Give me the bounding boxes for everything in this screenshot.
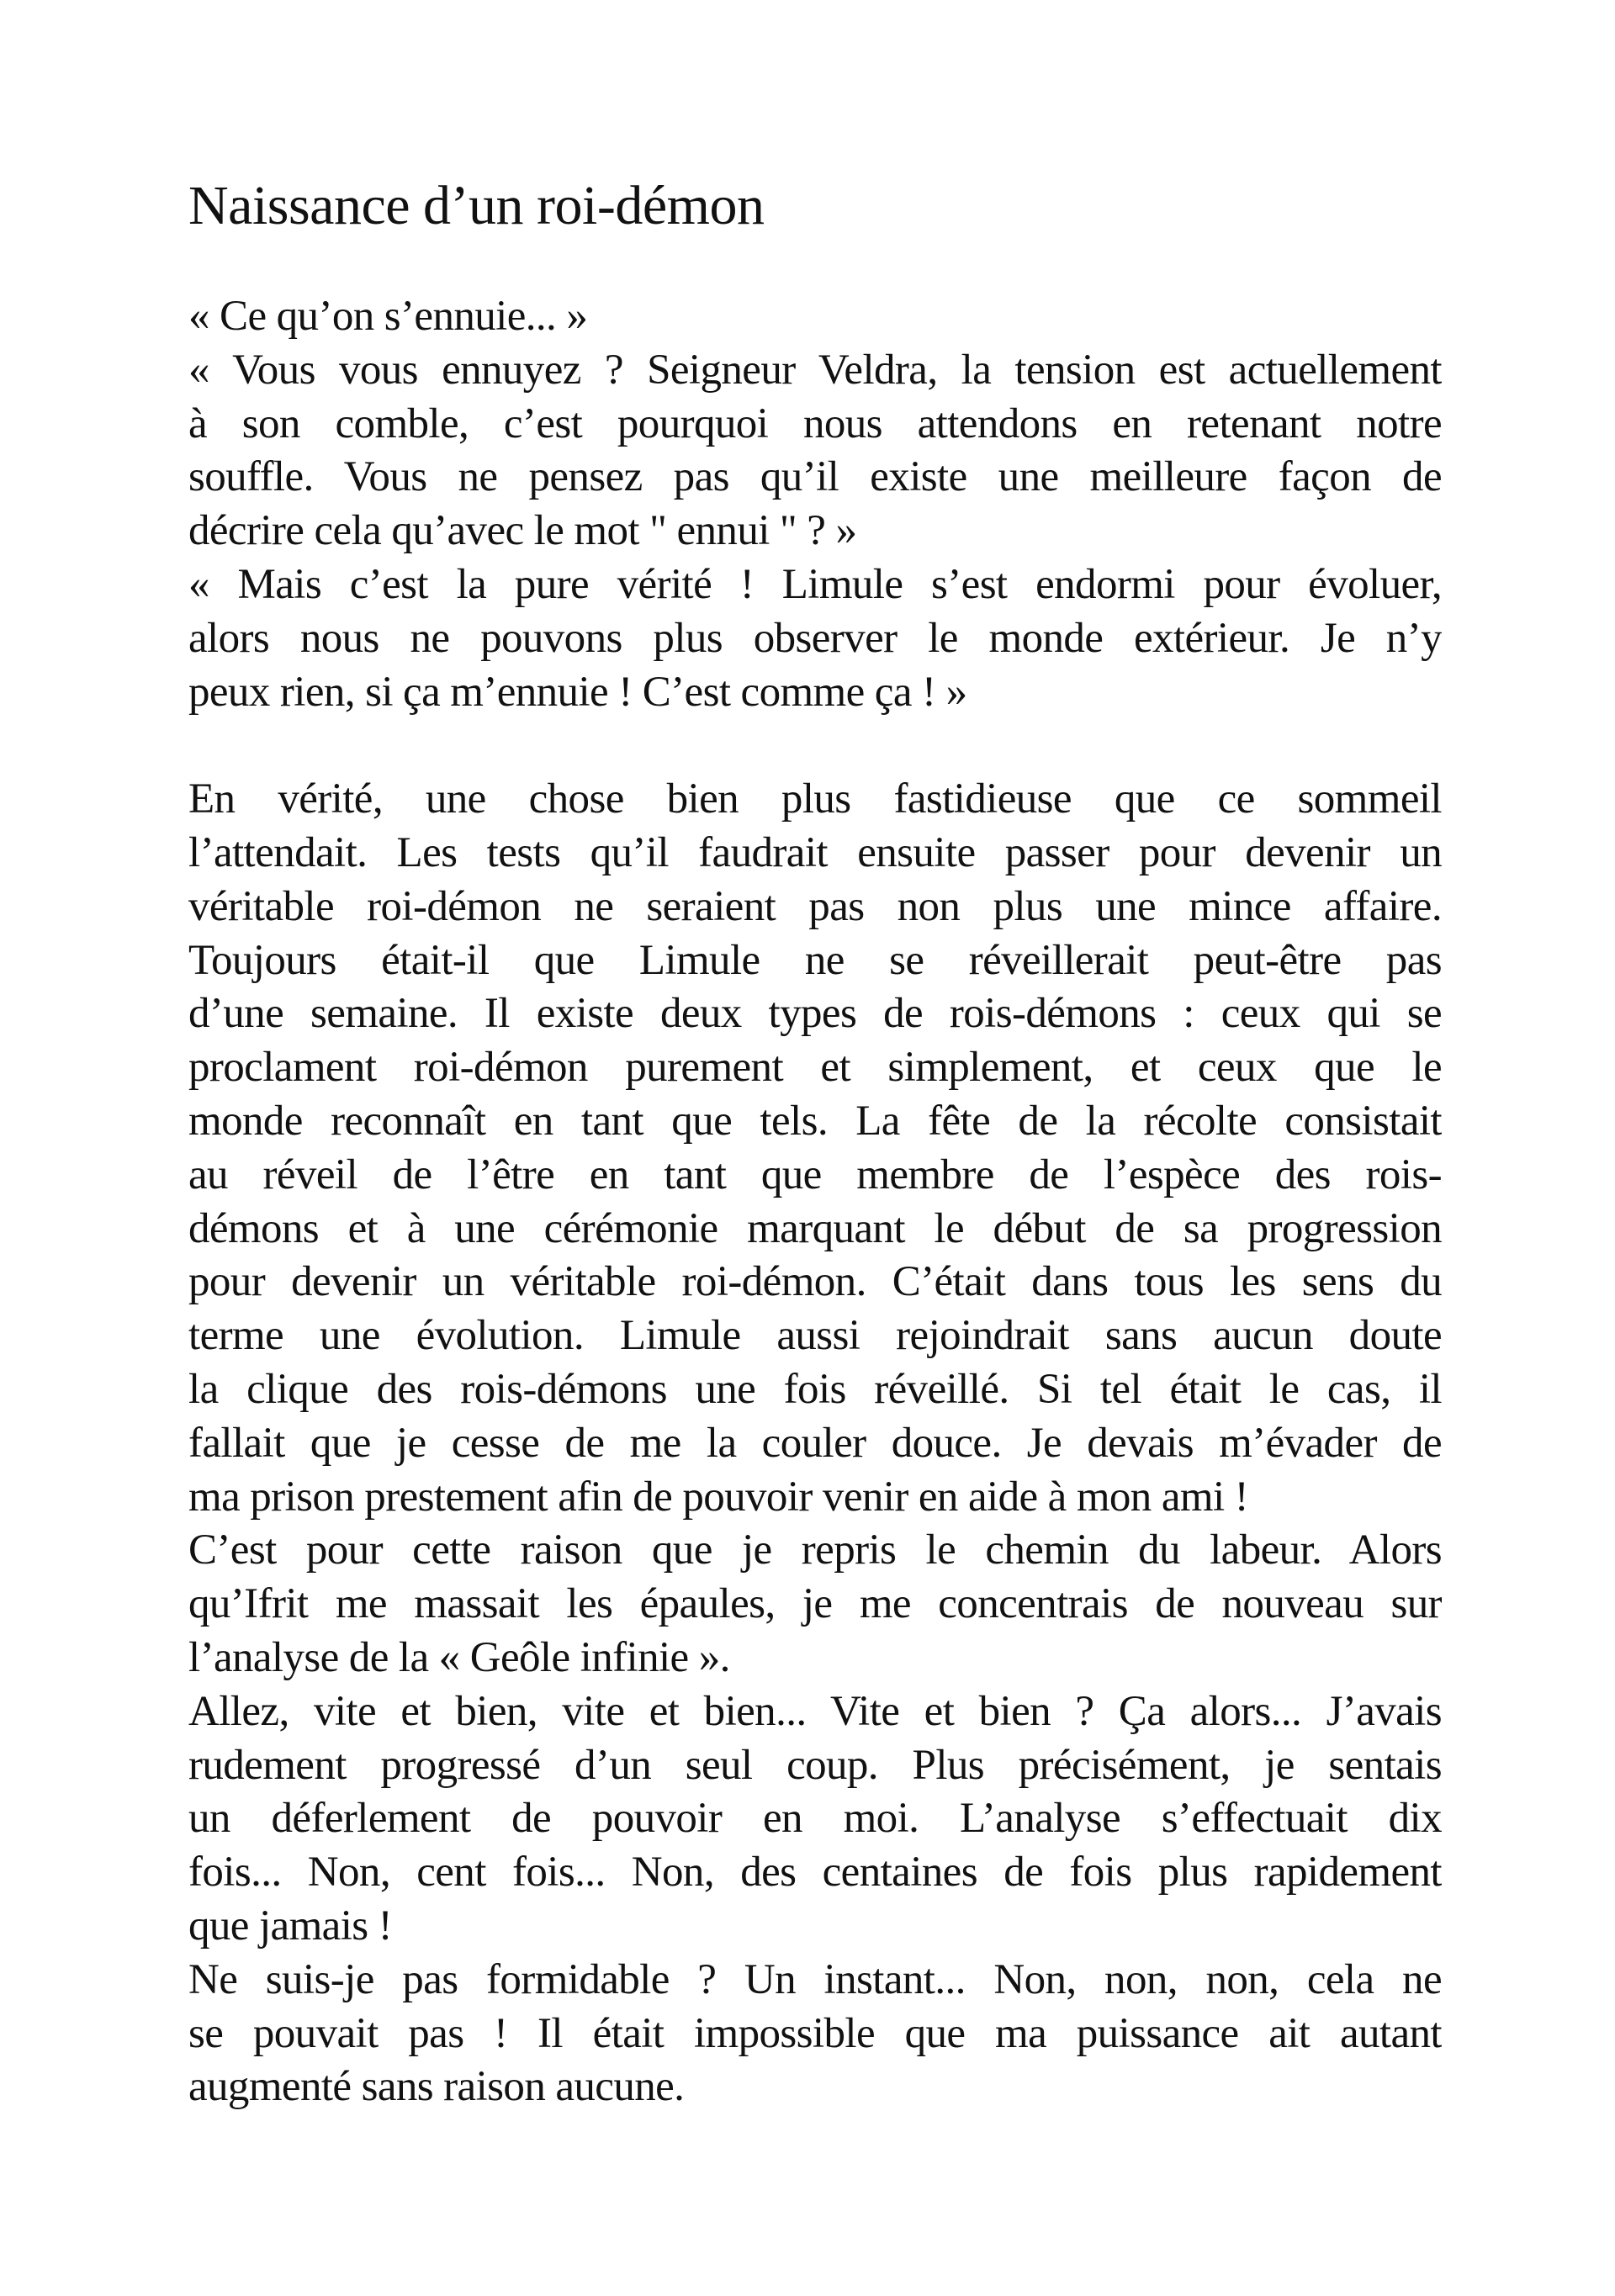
- text-line: alors nous ne pouvons plus observer le monde extérieur. Je n’y: [188, 614, 1442, 662]
- text-line: démons et à une cérémonie marquant le début de sa progression: [188, 1204, 1442, 1252]
- text-line: souffle. Vous ne pensez pas qu’il existe une meilleure façon de: [188, 453, 1442, 501]
- text-line: un déferlement de pouvoir en moi. L’analyse s’effectuait dix: [188, 1795, 1442, 1843]
- text-line: la clique des rois-démons une fois réveillé. Si tel était le cas, il: [188, 1365, 1442, 1413]
- text-line: rudement progressé d’un seul coup. Plus précisément, je sentais: [188, 1741, 1442, 1789]
- text-line: fois... Non, cent fois... Non, des centaines de fois plus rapidement: [188, 1849, 1442, 1897]
- text-line: à son comble, c’est pourquoi nous attendons en retenant notre: [188, 399, 1442, 447]
- text-line: décrire cela qu’avec le mot " ennui " ? »: [188, 507, 857, 555]
- text-line: terme une évolution. Limule aussi rejoindrait sans aucun doute: [188, 1312, 1442, 1360]
- text-line: l’attendait. Les tests qu’il faudrait ensuite passer pour devenir un: [188, 828, 1442, 876]
- text-line: monde reconnaît en tant que tels. La fête de la récolte consistait: [188, 1097, 1442, 1145]
- text-line: « Ce qu’on s’ennuie... »: [188, 293, 588, 340]
- text-line: C’est pour cette raison que je repris le chemin du labeur. Alors: [188, 1526, 1442, 1574]
- text-line: pour devenir un véritable roi-démon. C’était dans tous les sens du: [188, 1258, 1442, 1306]
- text-line: qu’Ifrit me massait les épaules, je me concentrais de nouveau sur: [188, 1580, 1442, 1628]
- text-line: augmenté sans raison aucune.: [188, 2063, 685, 2111]
- text-line: Ne suis-je pas formidable ? Un instant... Non, non, non, cela ne: [188, 1955, 1442, 2003]
- paragraph-break: [188, 719, 1442, 773]
- document-page: [188, 172, 1442, 2114]
- text-line: En vérité, une chose bien plus fastidieuse que ce sommeil: [188, 775, 1442, 823]
- text-line: proclament roi-démon purement et simplement, et ceux que le: [188, 1044, 1442, 1092]
- text-line: se pouvait pas ! Il était impossible que ma puissance ait autant: [188, 2009, 1442, 2057]
- text-line: Allez, vite et bien, vite et bien... Vite et bien ? Ça alors... J’avais: [188, 1687, 1442, 1735]
- text-line: que jamais !: [188, 1902, 393, 1949]
- text-line: fallait que je cesse de me la couler douce. Je devais m’évader de: [188, 1419, 1442, 1467]
- text-line: « Vous vous ennuyez ? Seigneur Veldra, la tension est actuellement: [188, 346, 1442, 394]
- text-line: « Mais c’est la pure vérité ! Limule s’est endormi pour évoluer,: [188, 560, 1442, 608]
- text-line: Toujours était-il que Limule ne se réveillerait peut-être pas: [188, 936, 1442, 984]
- text-line: au réveil de l’être en tant que membre de l’espèce des rois-: [188, 1151, 1442, 1198]
- body-text: [188, 290, 1442, 2114]
- text-line: véritable roi-démon ne seraient pas non plus une mince affaire.: [188, 882, 1442, 930]
- text-line: ma prison prestement afin de pouvoir venir en aide à mon ami !: [188, 1473, 1249, 1521]
- text-line: l’analyse de la « Geôle infinie ».: [188, 1633, 730, 1681]
- text-line: d’une semaine. Il existe deux types de rois-démons : ceux qui se: [188, 990, 1442, 1038]
- chapter-title: Naissance d’un roi-démon: [188, 175, 765, 236]
- text-line: peux rien, si ça m’ennuie ! C’est comme ça ! »: [188, 668, 967, 716]
